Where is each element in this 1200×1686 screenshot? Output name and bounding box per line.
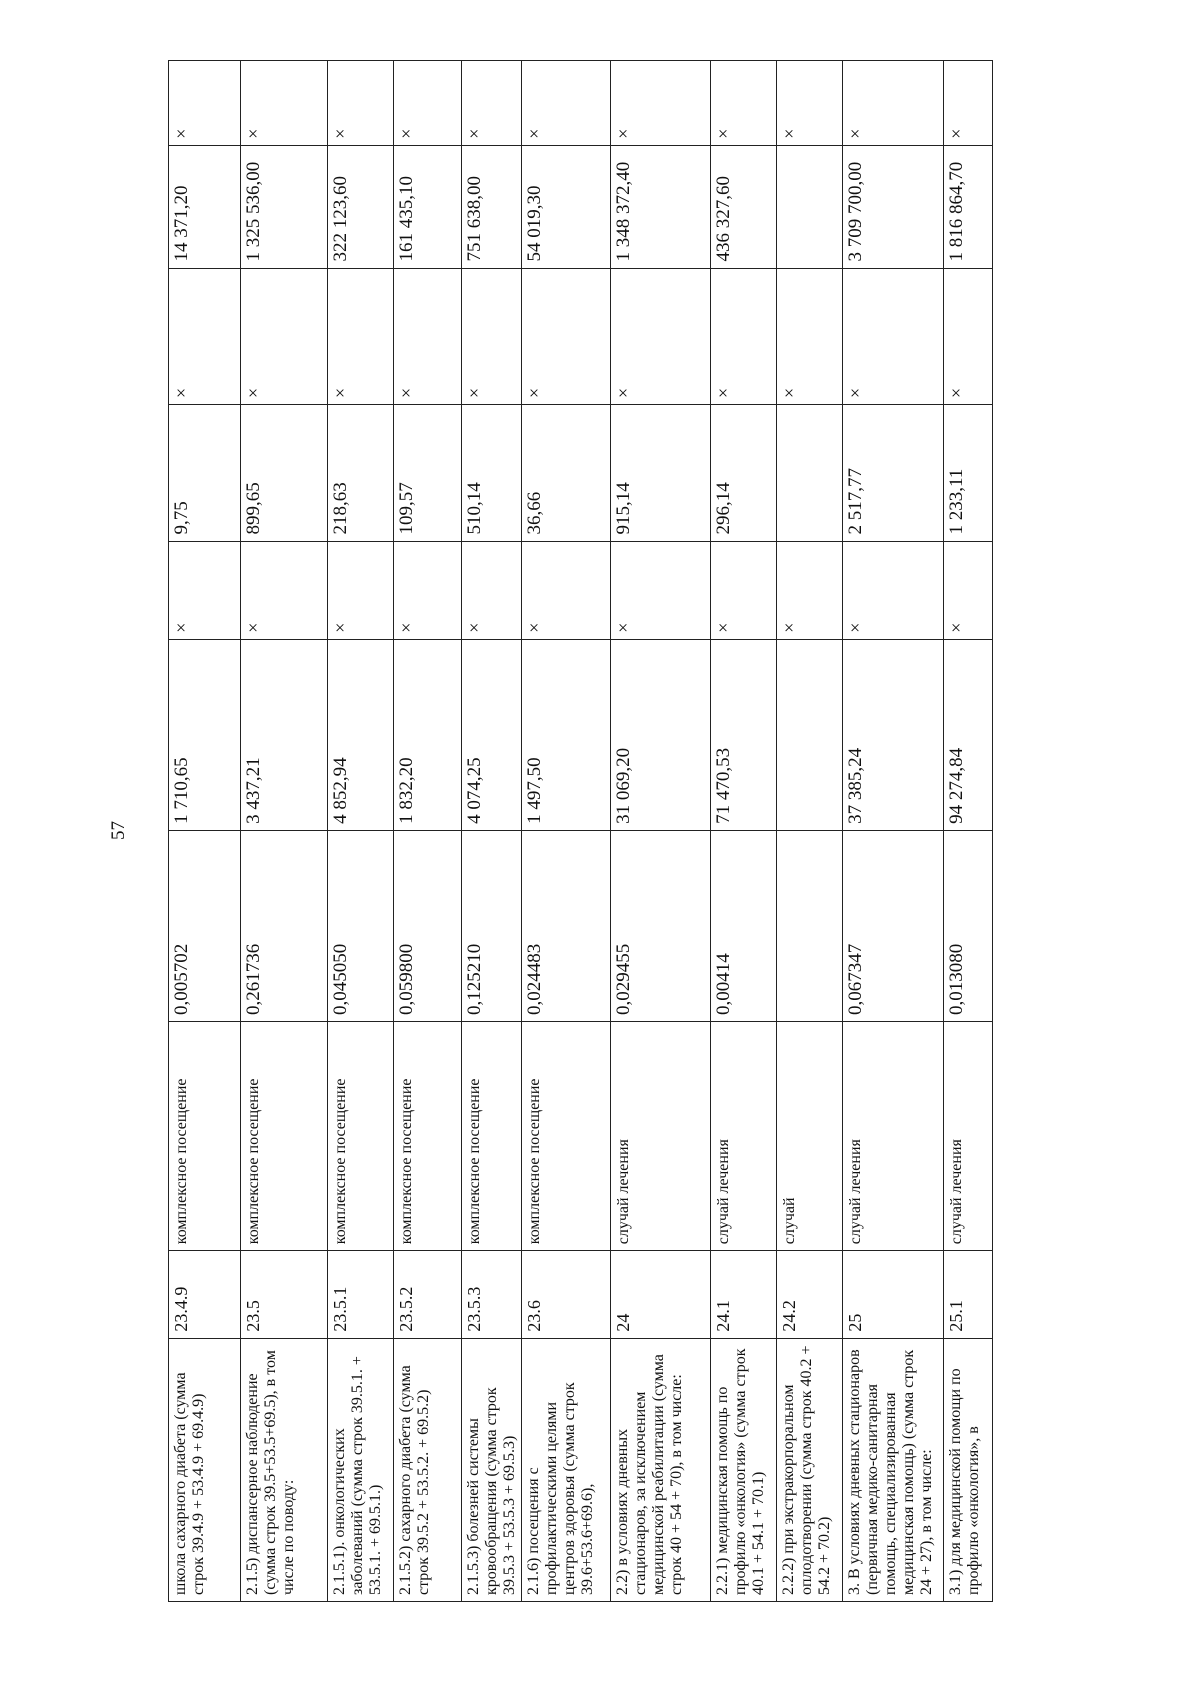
- row-col8-cell: ×: [711, 268, 777, 404]
- row-volume-cell: [777, 830, 843, 1021]
- row-col6-cell: ×: [944, 541, 993, 639]
- row-name-cell: 2.1.5) диспансерное наблюдение (сумма строк 39.5+53.5+69.5), в том числе по поводу:: [241, 1338, 328, 1601]
- row-volume-cell: 0,059800: [394, 830, 462, 1021]
- table-row: [711, 61, 777, 1602]
- row-unit-cell: комплексное посещение: [328, 1021, 394, 1250]
- row-col7-cell: 899,65: [241, 405, 328, 541]
- page-number: 57: [108, 821, 129, 840]
- row-col9-cell: 1 348 372,40: [611, 145, 711, 268]
- row-volume-cell: 0,024483: [522, 830, 611, 1021]
- row-name-cell: 3. В условиях дневных стационаров (первичная медико-санитарная помощь, специализированная медицинская помощь) (сумма строк 24 + 27), в том числе:: [843, 1338, 944, 1601]
- row-col10-cell: ×: [777, 61, 843, 146]
- row-col8-cell: ×: [611, 268, 711, 404]
- row-code-cell: 25: [843, 1251, 944, 1338]
- row-col7-cell: 218,63: [328, 405, 394, 541]
- row-name-cell: 2.1.5.3) болезней системы кровообращения (сумма строк 39.5.3 + 53.5.3 + 69.5.3): [462, 1338, 522, 1601]
- row-col9-cell: 436 327,60: [711, 145, 777, 268]
- row-col10-cell: ×: [241, 61, 328, 146]
- row-col6-cell: ×: [777, 541, 843, 639]
- row-col10-cell: ×: [711, 61, 777, 146]
- row-name-cell: школа сахарного диабета (сумма строк 39.4.9 + 53.4.9 + 69.4.9): [169, 1338, 241, 1601]
- row-unit-cell: случай лечения: [711, 1021, 777, 1250]
- row-col7-cell: 2 517,77: [843, 405, 944, 541]
- row-unit-cell: комплексное посещение: [241, 1021, 328, 1250]
- row-col10-cell: ×: [611, 61, 711, 146]
- row-code-cell: 23.5.3: [462, 1251, 522, 1338]
- row-col6-cell: ×: [611, 541, 711, 639]
- row-volume-cell: 0,045050: [328, 830, 394, 1021]
- row-col7-cell: 510,14: [462, 405, 522, 541]
- row-col10-cell: ×: [522, 61, 611, 146]
- row-code-cell: 23.5: [241, 1251, 328, 1338]
- row-col6-cell: ×: [394, 541, 462, 639]
- table-row: [328, 61, 394, 1602]
- table-row: [394, 61, 462, 1602]
- row-cost-cell: 37 385,24: [843, 639, 944, 830]
- row-col7-cell: 36,66: [522, 405, 611, 541]
- row-name-cell: 2.1.5.1). онкологических заболеваний (сумма строк 39.5.1. + 53.5.1. + 69.5.1.): [328, 1338, 394, 1601]
- row-col7-cell: 296,14: [711, 405, 777, 541]
- row-name-cell: 2.1.5.2) сахарного диабета (сумма строк 39.5.2 + 53.5.2. + 69.5.2): [394, 1338, 462, 1601]
- row-col6-cell: ×: [241, 541, 328, 639]
- row-col6-cell: ×: [711, 541, 777, 639]
- row-cost-cell: [777, 639, 843, 830]
- row-col7-cell: 9,75: [169, 405, 241, 541]
- row-col8-cell: ×: [944, 268, 993, 404]
- row-col7-cell: 109,57: [394, 405, 462, 541]
- table-row: [777, 61, 843, 1602]
- row-volume-cell: 0,013080: [944, 830, 993, 1021]
- row-col7-cell: [777, 405, 843, 541]
- row-code-cell: 23.6: [522, 1251, 611, 1338]
- row-col6-cell: ×: [328, 541, 394, 639]
- row-col8-cell: ×: [241, 268, 328, 404]
- row-col6-cell: ×: [522, 541, 611, 639]
- row-cost-cell: 4 852,94: [328, 639, 394, 830]
- rotated-table-container: [168, 60, 1072, 1602]
- row-col8-cell: ×: [843, 268, 944, 404]
- row-code-cell: 23.5.1: [328, 1251, 394, 1338]
- row-unit-cell: комплексное посещение: [394, 1021, 462, 1250]
- row-col8-cell: ×: [522, 268, 611, 404]
- row-cost-cell: 3 437,21: [241, 639, 328, 830]
- row-col8-cell: ×: [328, 268, 394, 404]
- row-col8-cell: ×: [169, 268, 241, 404]
- row-col10-cell: ×: [944, 61, 993, 146]
- table-row: [522, 61, 611, 1602]
- row-name-cell: 2.2) в условиях дневных стационаров, за исключением медицинской реабилитации (сумма строк 40 + 54 + 70), в том числе:: [611, 1338, 711, 1601]
- row-col7-cell: 1 233,11: [944, 405, 993, 541]
- row-col9-cell: 1 816 864,70: [944, 145, 993, 268]
- row-col9-cell: 54 019,30: [522, 145, 611, 268]
- row-col9-cell: 1 325 536,00: [241, 145, 328, 268]
- row-code-cell: 24.1: [711, 1251, 777, 1338]
- row-col9-cell: [777, 145, 843, 268]
- row-col9-cell: 14 371,20: [169, 145, 241, 268]
- table-body: [169, 61, 993, 1602]
- row-unit-cell: случай: [777, 1021, 843, 1250]
- row-col10-cell: ×: [169, 61, 241, 146]
- row-volume-cell: 0,125210: [462, 830, 522, 1021]
- row-col9-cell: 161 435,10: [394, 145, 462, 268]
- row-col10-cell: ×: [328, 61, 394, 146]
- row-cost-cell: 71 470,53: [711, 639, 777, 830]
- row-volume-cell: 0,261736: [241, 830, 328, 1021]
- row-cost-cell: 4 074,25: [462, 639, 522, 830]
- row-cost-cell: 1 497,50: [522, 639, 611, 830]
- row-volume-cell: 0,029455: [611, 830, 711, 1021]
- row-unit-cell: случай лечения: [611, 1021, 711, 1250]
- row-volume-cell: 0,067347: [843, 830, 944, 1021]
- table-row: [462, 61, 522, 1602]
- table-row: [843, 61, 944, 1602]
- row-col9-cell: 3 709 700,00: [843, 145, 944, 268]
- table-row: [611, 61, 711, 1602]
- row-col10-cell: ×: [394, 61, 462, 146]
- table-row: [944, 61, 993, 1602]
- row-col8-cell: ×: [777, 268, 843, 404]
- row-col6-cell: ×: [843, 541, 944, 639]
- table-row: [241, 61, 328, 1602]
- row-col10-cell: ×: [462, 61, 522, 146]
- row-code-cell: 25.1: [944, 1251, 993, 1338]
- row-name-cell: 3.1) для медицинской помощи по профилю «онкология», в: [944, 1338, 993, 1601]
- row-volume-cell: 0,005702: [169, 830, 241, 1021]
- row-col6-cell: ×: [462, 541, 522, 639]
- row-col6-cell: ×: [169, 541, 241, 639]
- row-col9-cell: 751 638,00: [462, 145, 522, 268]
- row-unit-cell: комплексное посещение: [462, 1021, 522, 1250]
- row-col10-cell: ×: [843, 61, 944, 146]
- row-code-cell: 24.2: [777, 1251, 843, 1338]
- row-col9-cell: 322 123,60: [328, 145, 394, 268]
- row-unit-cell: комплексное посещение: [169, 1021, 241, 1250]
- row-unit-cell: случай лечения: [843, 1021, 944, 1250]
- row-code-cell: 24: [611, 1251, 711, 1338]
- row-code-cell: 23.4.9: [169, 1251, 241, 1338]
- row-col8-cell: ×: [394, 268, 462, 404]
- row-col8-cell: ×: [462, 268, 522, 404]
- row-name-cell: 2.2.1) медицинская помощь по профилю «онкология» (сумма строк 40.1 + 54.1 + 70.1): [711, 1338, 777, 1601]
- row-name-cell: 2.2.2) при экстракорпоральном оплодотворении (сумма строк 40.2 + 54.2 + 70.2): [777, 1338, 843, 1601]
- row-name-cell: 2.1.6) посещения с профилактическими целями центров здоровья (сумма строк 39.6+53.6+69.6),: [522, 1338, 611, 1601]
- table-row: [169, 61, 241, 1602]
- data-table: [168, 60, 993, 1602]
- row-cost-cell: 94 274,84: [944, 639, 993, 830]
- row-unit-cell: комплексное посещение: [522, 1021, 611, 1250]
- row-unit-cell: случай лечения: [944, 1021, 993, 1250]
- row-code-cell: 23.5.2: [394, 1251, 462, 1338]
- row-col7-cell: 915,14: [611, 405, 711, 541]
- row-cost-cell: 1 832,20: [394, 639, 462, 830]
- row-volume-cell: 0,00414: [711, 830, 777, 1021]
- row-cost-cell: 1 710,65: [169, 639, 241, 830]
- row-cost-cell: 31 069,20: [611, 639, 711, 830]
